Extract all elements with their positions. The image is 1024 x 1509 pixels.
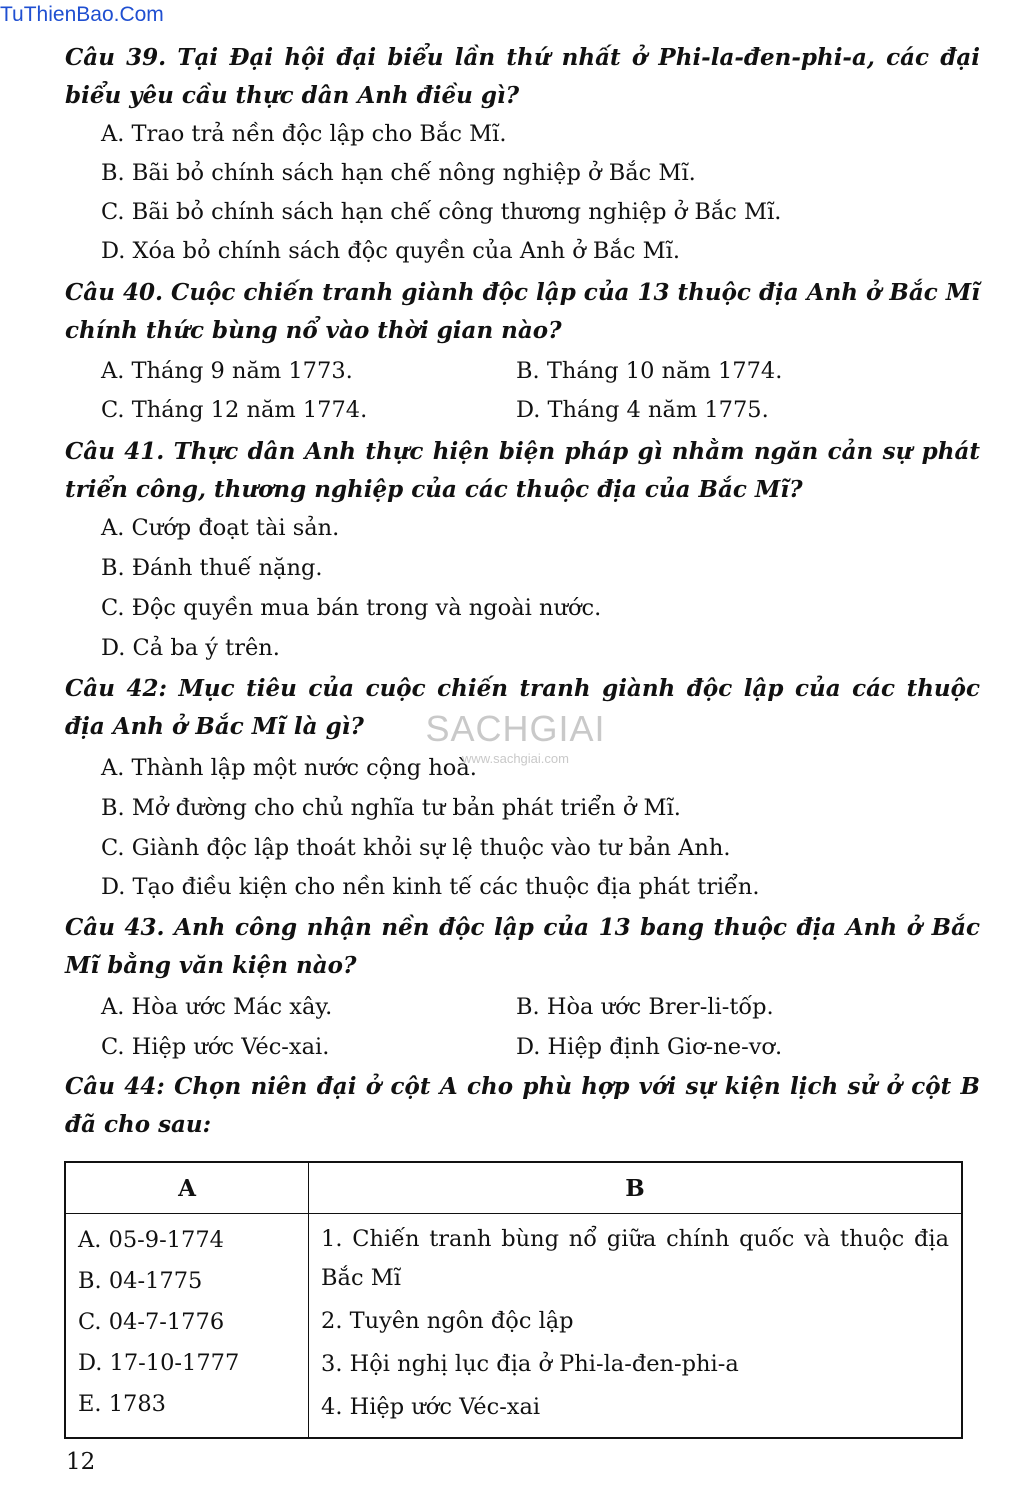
question-42: Câu 42: Mục tiêu của cuộc chiến tranh giành độc lập của các thuộc địa Anh ở Bắc Mĩ là gì?	[65, 675, 980, 740]
q40-option-b: B. Tháng 10 năm 1774.	[516, 358, 783, 384]
site-watermark-link[interactable]: TuThienBao.Com	[0, 3, 164, 26]
q39-option-b: B. Bãi bỏ chính sách hạn chế nông nghiệp ở Bắc Mĩ.	[101, 160, 696, 186]
date-item: E. 1783	[78, 1391, 166, 1417]
event-item: 3. Hội nghị lục địa ở Phi-la-đen-phi-a	[321, 1351, 739, 1377]
q40-option-d: D. Tháng 4 năm 1775.	[516, 397, 769, 423]
q42-option-a: A. Thành lập một nước cộng hoà.	[101, 755, 477, 781]
q42-option-c: C. Giành độc lập thoát khỏi sự lệ thuộc vào tư bản Anh.	[101, 835, 731, 861]
q41-option-a: A. Cướp đoạt tài sản.	[101, 515, 340, 541]
q42-option-d: D. Tạo điều kiện cho nền kinh tế các thuộc địa phát triển.	[101, 874, 760, 900]
q39-option-c: C. Bãi bỏ chính sách hạn chế công thương nghiệp ở Bắc Mĩ.	[101, 199, 782, 225]
q41-option-c: C. Độc quyền mua bán trong và ngoài nước.	[101, 595, 602, 621]
watermark-brand: SACHGIAI	[425, 708, 606, 749]
question-39: Câu 39. Tại Đại hội đại biểu lần thứ nhất ở Phi-la-đen-phi-a, các đại biểu yêu cầu thực dân Anh điều gì?	[65, 44, 980, 109]
date-item: D. 17-10-1777	[78, 1350, 240, 1376]
date-item: C. 04-7-1776	[78, 1309, 225, 1335]
page-number: 12	[66, 1449, 96, 1475]
column-b-header: B	[309, 1162, 963, 1214]
q39-option-a: A. Trao trả nền độc lập cho Bắc Mĩ.	[101, 121, 507, 147]
question-44: Câu 44: Chọn niên đại ở cột A cho phù hợp với sự kiện lịch sử ở cột B đã cho sau:	[65, 1073, 980, 1138]
q41-option-b: B. Đánh thuế nặng.	[101, 555, 323, 581]
event-item: 4. Hiệp ước Véc-xai	[321, 1394, 541, 1420]
q43-option-a: A. Hòa ước Mác xây.	[101, 994, 333, 1020]
q43-option-d: D. Hiệp định Giơ-ne-vơ.	[516, 1034, 783, 1060]
event-item: 2. Tuyên ngôn độc lập	[321, 1308, 574, 1334]
matching-table	[64, 1161, 963, 1439]
date-item: B. 04-1775	[78, 1268, 203, 1294]
question-43: Câu 43. Anh công nhận nền độc lập của 13 bang thuộc địa Anh ở Bắc Mĩ bằng văn kiện nào?	[65, 914, 980, 979]
q43-option-b: B. Hòa ước Brer-li-tốp.	[516, 994, 774, 1020]
date-item: A. 05-9-1774	[78, 1227, 224, 1253]
q40-option-c: C. Tháng 12 năm 1774.	[101, 397, 368, 423]
q40-option-a: A. Tháng 9 năm 1773.	[101, 358, 353, 384]
column-a-cell	[65, 1214, 309, 1439]
question-40: Câu 40. Cuộc chiến tranh giành độc lập của 13 thuộc địa Anh ở Bắc Mĩ chính thức bùng nổ vào thời gian nào?	[65, 279, 980, 344]
watermark-url: www.sachgiai.com	[462, 751, 569, 766]
column-a-header: A	[65, 1162, 309, 1214]
question-41: Câu 41. Thực dân Anh thực hiện biện pháp gì nhằm ngăn cản sự phát triển công, thương nghiệp của các thuộc địa của Bắc Mĩ?	[65, 438, 980, 503]
column-b-cell	[309, 1214, 963, 1439]
q42-option-b: B. Mở đường cho chủ nghĩa tư bản phát triển ở Mĩ.	[101, 795, 681, 821]
q39-option-d: D. Xóa bỏ chính sách độc quyền của Anh ở Bắc Mĩ.	[101, 238, 681, 264]
event-item: 1. Chiến tranh bùng nổ giữa chính quốc và thuộc địa Bắc Mĩ	[321, 1226, 949, 1291]
q43-option-c: C. Hiệp ước Véc-xai.	[101, 1034, 330, 1060]
q41-option-d: D. Cả ba ý trên.	[101, 635, 280, 661]
